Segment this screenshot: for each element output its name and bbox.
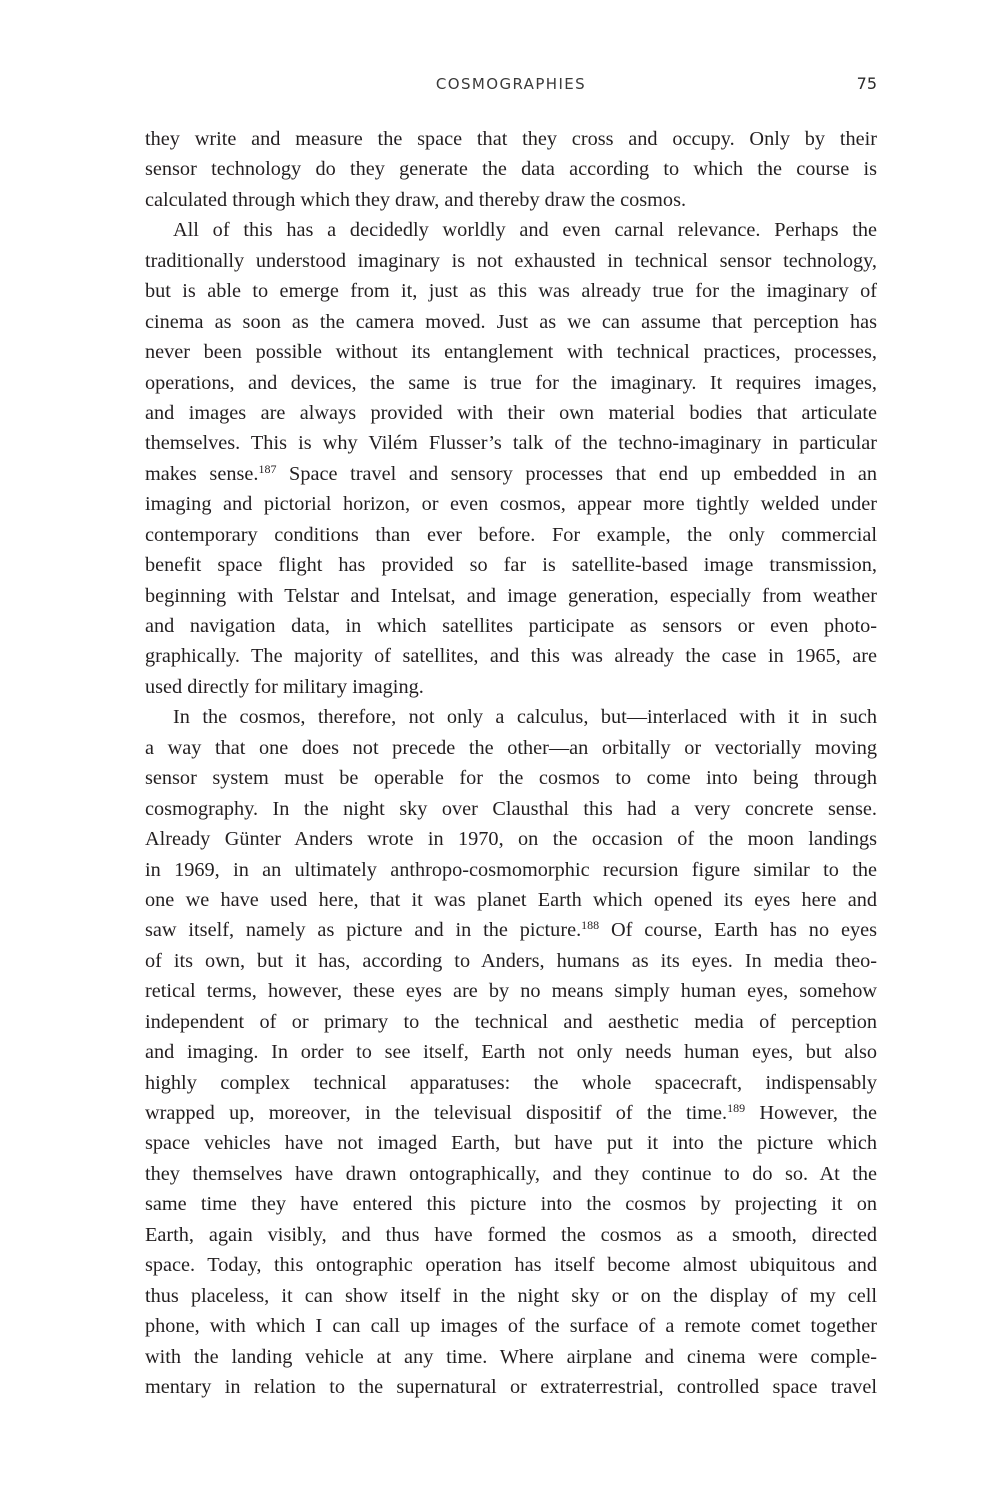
text-line (145, 1068, 877, 1098)
text-line (145, 1128, 877, 1158)
text-line (145, 276, 877, 306)
text-run: traditionally understood imaginary is not exhausted in technical sensor technology, (145, 249, 877, 272)
text-line (145, 246, 877, 276)
text-run: operations, and devices, the same is true for the imaginary. It requires images, (145, 371, 877, 394)
text-run: themselves. This is why Vilém Flusser’s talk of the techno-imaginary in particular (145, 432, 877, 455)
text-line (145, 368, 877, 398)
text-run: Earth, again visibly, and thus have formed the cosmos as a smooth, directed (145, 1223, 877, 1246)
text-line (145, 1189, 877, 1219)
text-line (145, 824, 877, 854)
text-run: cinema as soon as the camera moved. Just as we can assume that perception has (145, 310, 877, 333)
text-run: All of this has a decidedly worldly and even carnal relevance. Perhaps the (173, 219, 877, 242)
text-run: they write and measure the space that they cross and occupy. Only by their (145, 128, 877, 150)
text-run: thus placeless, it can show itself in the night sky or on the display of my cell (145, 1284, 877, 1307)
text-line (145, 702, 877, 732)
text-run: imaging and pictorial horizon, or even cosmos, appear more tightly welded under (145, 493, 877, 516)
text-line (145, 337, 877, 367)
text-line (145, 672, 877, 702)
text-run: highly complex technical apparatuses: the whole spacecraft, indispensably (145, 1071, 877, 1094)
text-line (145, 428, 877, 458)
text-run: graphically. The majority of satellites, and this was already the case in 1965, are (145, 645, 877, 668)
text-run: retical terms, however, these eyes are by no means simply human eyes, somehow (145, 980, 877, 1003)
text-line (145, 307, 877, 337)
footnote-ref: 187 (258, 461, 277, 476)
text-line (145, 885, 877, 915)
text-run: space. Today, this ontographic operation has itself become almost ubiquitous and (145, 1254, 877, 1277)
text-run: with the landing vehicle at any time. Where airplane and cinema were comple- (145, 1345, 877, 1368)
text-line (145, 1311, 877, 1341)
text-line (145, 1159, 877, 1189)
running-title: COSMOGRAPHIES (435, 75, 587, 93)
text-run: makes sense. (145, 462, 259, 485)
text-run: sensor technology do they generate the data according to which the course is (145, 158, 877, 181)
text-line (145, 855, 877, 885)
text-run: used directly for military imaging. (145, 675, 424, 698)
text-line (145, 1250, 877, 1280)
text-line (145, 794, 877, 824)
text-line (145, 1372, 877, 1402)
page-number: 75 (856, 74, 877, 93)
text-run: space vehicles have not imaged Earth, but have put it into the picture which (145, 1132, 877, 1155)
footnote-ref: 188 (581, 918, 600, 933)
text-run: same time they have entered this picture into the cosmos by projecting it on (145, 1193, 877, 1216)
text-line (145, 124, 877, 154)
text-line (145, 1220, 877, 1250)
text-run: one we have used here, that it was planet Earth which opened its eyes here and (145, 888, 877, 911)
text-line (145, 1098, 877, 1128)
text-run: independent of or primary to the technical and aesthetic media of perception (145, 1010, 877, 1033)
text-run: Already Günter Anders wrote in 1970, on the occasion of the moon landings (145, 828, 877, 851)
text-line (145, 611, 877, 641)
text-run: However, the (745, 1102, 877, 1124)
text-line (145, 581, 877, 611)
text-line (145, 915, 877, 945)
text-line (145, 154, 877, 184)
text-line (145, 185, 877, 215)
text-run: and imaging. In order to see itself, Earth not only needs human eyes, but also (145, 1041, 877, 1064)
text-line (145, 489, 877, 519)
text-line (145, 946, 877, 976)
footnote-ref: 189 (727, 1101, 746, 1115)
body-text (145, 124, 877, 1402)
text-line (145, 520, 877, 550)
text-run: benefit space flight has provided so far is satellite-based image transmission, (145, 554, 877, 577)
text-line (145, 1037, 877, 1067)
paragraph (145, 215, 877, 702)
paragraph (145, 702, 877, 1402)
text-run: mentary in relation to the supernatural or extraterrestrial, controlled space travel (145, 1375, 877, 1398)
text-line (145, 976, 877, 1006)
text-line (145, 1342, 877, 1372)
text-line (145, 398, 877, 428)
text-run: Space travel and sensory processes that end up embedded in an (276, 462, 877, 485)
text-run: in 1969, in an ultimately anthropo-cosmomorphic recursion figure similar to the (145, 858, 877, 881)
text-line (145, 215, 877, 245)
running-head (145, 71, 877, 97)
text-run: sensor system must be operable for the cosmos to come into being through (145, 767, 877, 790)
text-run: and navigation data, in which satellites participate as sensors or even photo- (145, 615, 877, 637)
text-run: wrapped up, moreover, in the televisual dispositif of the time. (145, 1102, 728, 1124)
text-line (145, 1007, 877, 1037)
text-run: cosmography. In the night sky over Clausthal this had a very concrete sense. (145, 797, 877, 820)
text-run: they themselves have drawn ontographically, and they continue to do so. At the (145, 1162, 877, 1185)
text-line (145, 459, 877, 489)
text-run: beginning with Telstar and Intelsat, and image generation, especially from weather (145, 584, 877, 607)
paragraph (145, 124, 877, 215)
text-line (145, 733, 877, 763)
text-run: of its own, but it has, according to Anders, humans as its eyes. In media theo- (145, 949, 877, 972)
text-run: In the cosmos, therefore, not only a calculus, but—interlaced with it in such (173, 706, 877, 729)
text-line (145, 1281, 877, 1311)
text-run: contemporary conditions than ever before. For example, the only commercial (145, 523, 877, 546)
text-run: Of course, Earth has no eyes (599, 919, 877, 942)
text-run: saw itself, namely as picture and in the picture. (145, 919, 582, 942)
text-line (145, 550, 877, 580)
text-run: and images are always provided with their own material bodies that articulate (145, 401, 877, 424)
text-run: phone, with which I can call up images of the surface of a remote comet together (145, 1315, 877, 1338)
text-run: calculated through which they draw, and thereby draw the cosmos. (145, 188, 687, 211)
text-run: but is able to emerge from it, just as this was already true for the imaginary of (145, 280, 877, 303)
text-run: a way that one does not precede the other—an orbitally or vectorially moving (145, 736, 877, 759)
text-run: never been possible without its entanglement with technical practices, processes, (145, 341, 877, 364)
text-line (145, 763, 877, 793)
text-line (145, 641, 877, 671)
